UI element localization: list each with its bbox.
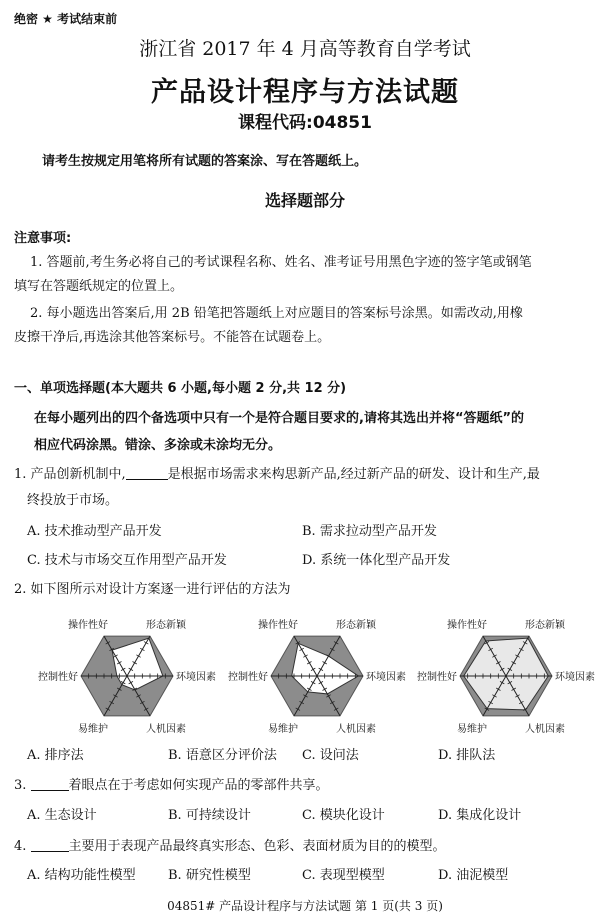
radar-label-bottom-left: 易维护 — [457, 724, 487, 735]
radar-label-bottom-right: 人机因素 — [525, 724, 565, 735]
question-3-text: 着眼点在于考虑如何实现产品的零部件共享。 — [68, 778, 329, 793]
part-1-heading: 一、单项选择题(本大题共 6 小题,每小题 2 分,共 12 分) — [14, 381, 347, 396]
radar-label-left: 控制性好 — [228, 672, 268, 683]
question-4-option-c: C. 表现型模型 — [302, 868, 385, 883]
part-1-desc-line-2: 相应代码涂黑。错涂、多涂或未涂均无分。 — [34, 438, 282, 453]
radar-label-top-right: 形态新颖 — [336, 620, 376, 631]
radar-label-right: 环境因素 — [176, 672, 216, 683]
question-3-option-d: D. 集成化设计 — [438, 808, 522, 823]
question-4-option-d: D. 油泥模型 — [438, 868, 509, 883]
question-1-stem — [14, 463, 540, 482]
part-1-desc-line-1: 在每小题列出的四个备选项中只有一个是符合题目要求的,请将其选出并将“答题纸”的 — [34, 411, 525, 426]
question-3-option-c: C. 模块化设计 — [302, 808, 385, 823]
radar-chart-3 — [406, 612, 598, 736]
radar-label-top-left: 操作性好 — [447, 620, 487, 631]
radar-label-bottom-left: 易维护 — [78, 724, 108, 735]
question-3-option-a: A. 生态设计 — [27, 808, 97, 823]
question-3-stem — [14, 774, 329, 793]
question-4-stem — [14, 835, 446, 854]
radar-label-top-right: 形态新颖 — [525, 620, 565, 631]
note-1-line-1: 1. 答题前,考生务必将自己的考试课程名称、姓名、准考证号用黑色字迹的签字笔或钢笔 — [30, 255, 532, 270]
question-1-post: 是根据市场需求来构思新产品,经过新产品的研发、设计和生产,最 — [167, 467, 540, 482]
radar-label-right: 环境因素 — [555, 672, 595, 683]
question-4-option-b: B. 研究性模型 — [168, 868, 251, 883]
paper-title: 产品设计程序与方法试题 — [151, 77, 459, 108]
note-2-line-1: 2. 每小题选出答案后,用 2B 铅笔把答题纸上对应题目的答案标号涂黑。如需改动,用橡 — [30, 306, 523, 321]
question-4-option-a: A. 结构功能性模型 — [27, 868, 136, 883]
radar-chart-1 — [16, 612, 216, 736]
question-4-number: 4. — [14, 839, 27, 854]
note-1-line-2: 填写在答题纸规定的位置上。 — [14, 279, 184, 294]
question-2-stem: 2. 如下图所示对设计方案逐一进行评估的方法为 — [14, 582, 291, 597]
question-1-line-2: 终投放于市场。 — [27, 493, 119, 508]
radar-label-bottom-right: 人机因素 — [336, 724, 376, 735]
radar-label-top-left: 操作性好 — [258, 620, 298, 631]
question-2-option-c: C. 设问法 — [302, 748, 359, 763]
page-footer: 04851# 产品设计程序与方法试题 第 1 页(共 3 页) — [167, 899, 443, 913]
radar-label-top-right: 形态新颖 — [146, 620, 186, 631]
question-1-option-a: A. 技术推动型产品开发 — [27, 524, 162, 539]
question-1-pre: 1. 产品创新机制中, — [14, 467, 126, 482]
question-3-number: 3. — [14, 778, 27, 793]
question-3-blank — [31, 776, 69, 791]
course-code: 课程代码:04851 — [238, 113, 372, 133]
question-3-option-b: B. 可持续设计 — [168, 808, 251, 823]
question-2-option-b: B. 语意区分评价法 — [168, 748, 277, 763]
radar-label-top-left: 操作性好 — [68, 620, 108, 631]
section-title: 选择题部分 — [264, 191, 345, 210]
radar-label-bottom-left: 易维护 — [268, 724, 298, 735]
confidential-mark: 绝密 ★ 考试结束前 — [14, 12, 118, 26]
question-1-option-c: C. 技术与市场交互作用型产品开发 — [27, 553, 227, 568]
question-4-blank — [31, 837, 69, 852]
notes-heading: 注意事项: — [14, 231, 72, 246]
radar-label-left: 控制性好 — [417, 672, 457, 683]
question-4-text: 主要用于表现产品最终真实形态、色彩、表面材质为目的的模型。 — [68, 839, 446, 854]
question-1-blank — [126, 465, 168, 480]
question-2-option-d: D. 排队法 — [438, 748, 496, 763]
radar-label-bottom-right: 人机因素 — [146, 724, 186, 735]
question-2-option-a: A. 排序法 — [27, 748, 84, 763]
exam-title: 浙江省 2017 年 4 月高等教育自学考试 — [139, 38, 471, 60]
answer-instruction: 请考生按规定用笔将所有试题的答案涂、写在答题纸上。 — [42, 154, 368, 169]
radar-label-left: 控制性好 — [38, 672, 78, 683]
note-2-line-2: 皮擦干净后,再选涂其他答案标号。不能答在试题卷上。 — [14, 330, 331, 345]
radar-chart-2 — [210, 612, 406, 736]
radar-label-right: 环境因素 — [366, 672, 406, 683]
question-1-option-b: B. 需求拉动型产品开发 — [302, 524, 437, 539]
question-1-option-d: D. 系统一体化型产品开发 — [302, 553, 451, 568]
